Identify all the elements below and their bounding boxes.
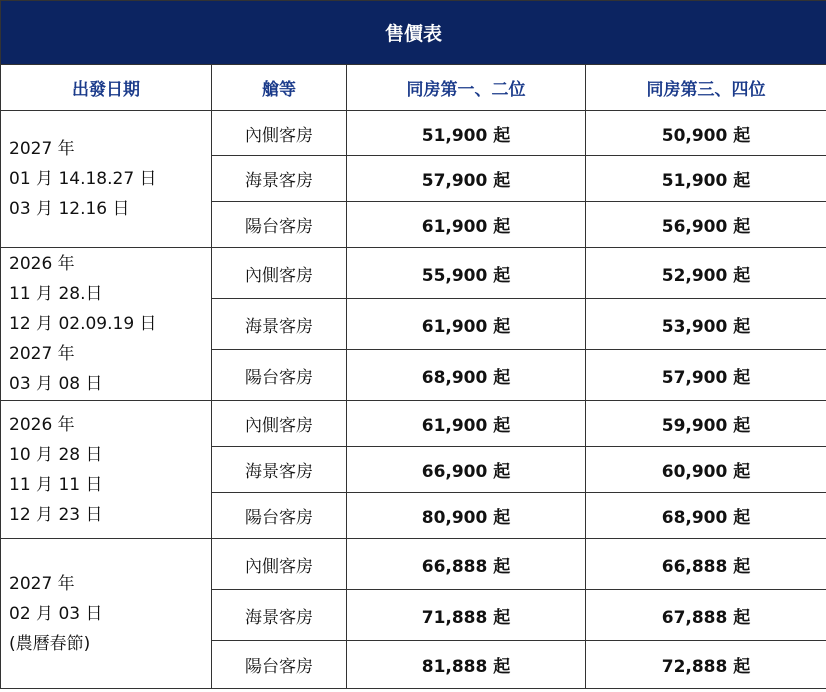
date-line: 2027 年 — [9, 573, 75, 594]
price-1-2: 71,888 起 — [347, 590, 586, 641]
departure-dates — [1, 248, 212, 401]
price-3-4: 51,900 起 — [586, 156, 826, 202]
header-departure-date: 出發日期 — [1, 65, 212, 111]
cabin-class: 內側客房 — [212, 248, 347, 299]
date-line: 03 月 12.16 日 — [9, 199, 130, 219]
price-3-4: 57,900 起 — [586, 350, 826, 401]
cabin-class: 海景客房 — [212, 299, 347, 350]
price-3-4: 59,900 起 — [586, 401, 826, 447]
price-1-2: 80,900 起 — [347, 493, 586, 539]
table-row — [1, 111, 826, 156]
cabin-class: 海景客房 — [212, 447, 347, 493]
date-line: 03 月 08 日 — [9, 374, 103, 394]
date-line: 2027 年 — [9, 344, 75, 364]
table-title: 售價表 — [1, 1, 826, 65]
price-1-2: 66,900 起 — [347, 447, 586, 493]
cabin-class: 海景客房 — [212, 590, 347, 641]
price-1-2: 55,900 起 — [347, 248, 586, 299]
header-price-1-2: 同房第一、二位 — [347, 65, 586, 111]
date-line: 12 月 02.09.19 日 — [9, 314, 157, 334]
price-3-4: 52,900 起 — [586, 248, 826, 299]
cabin-class: 陽台客房 — [212, 493, 347, 539]
departure-dates — [1, 539, 212, 689]
departure-dates — [1, 111, 212, 248]
date-line: 12 月 23 日 — [9, 504, 103, 525]
header-cabin-class: 艙等 — [212, 65, 347, 111]
price-3-4: 60,900 起 — [586, 447, 826, 493]
cabin-class: 內側客房 — [212, 111, 347, 156]
cabin-class: 陽台客房 — [212, 350, 347, 401]
price-1-2: 66,888 起 — [347, 539, 586, 590]
price-1-2: 61,900 起 — [347, 401, 586, 447]
date-line: 2027 年 — [9, 139, 75, 159]
price-3-4: 56,900 起 — [586, 202, 826, 248]
price-1-2: 51,900 起 — [347, 111, 586, 156]
header-price-3-4: 同房第三、四位 — [586, 65, 826, 111]
cabin-class: 海景客房 — [212, 156, 347, 202]
departure-dates — [1, 401, 212, 539]
price-3-4: 72,888 起 — [586, 641, 826, 689]
date-line: 11 月 28.日 — [9, 284, 103, 304]
price-1-2: 61,900 起 — [347, 202, 586, 248]
price-1-2: 81,888 起 — [347, 641, 586, 689]
date-line: 01 月 14.18.27 日 — [9, 169, 157, 189]
cabin-class: 內側客房 — [212, 539, 347, 590]
date-line: 2026 年 — [9, 254, 75, 274]
price-1-2: 68,900 起 — [347, 350, 586, 401]
cabin-class: 陽台客房 — [212, 641, 347, 689]
price-3-4: 50,900 起 — [586, 111, 826, 156]
table-row — [1, 248, 826, 299]
date-line: (農曆春節) — [9, 633, 91, 654]
price-3-4: 68,900 起 — [586, 493, 826, 539]
table-row — [1, 401, 826, 447]
cabin-class: 內側客房 — [212, 401, 347, 447]
price-1-2: 57,900 起 — [347, 156, 586, 202]
price-3-4: 53,900 起 — [586, 299, 826, 350]
cabin-class: 陽台客房 — [212, 202, 347, 248]
price-3-4: 67,888 起 — [586, 590, 826, 641]
price-1-2: 61,900 起 — [347, 299, 586, 350]
date-line: 11 月 11 日 — [9, 474, 103, 495]
price-3-4: 66,888 起 — [586, 539, 826, 590]
date-line: 02 月 03 日 — [9, 603, 103, 624]
date-line: 2026 年 — [9, 414, 75, 435]
table-row — [1, 539, 826, 590]
header-row — [1, 65, 826, 111]
date-line: 10 月 28 日 — [9, 444, 103, 465]
